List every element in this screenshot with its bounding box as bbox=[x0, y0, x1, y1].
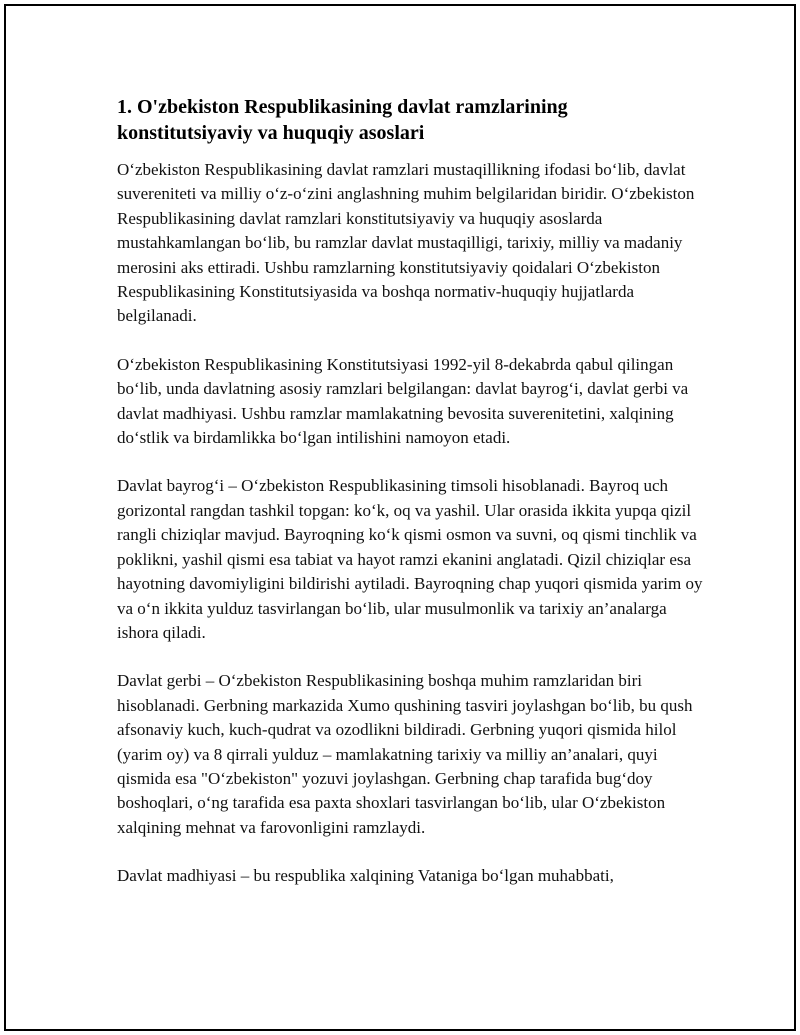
paragraph: O‘zbekiston Respublikasining davlat ramzlari mustaqillikning ifodasi bo‘lib, davlat suvereniteti va milliy o‘z-o‘zini anglashning muhim belgilaridan biridir. O‘zbekiston Respublikasining davlat ramzlari konstitutsiyaviy va huquqiy asoslarda mustahkamlangan bo‘lib, bu ramzlar davlat mustaqilligi, tarixiy, milliy va madaniy merosini aks ettiradi. Ushbu ramzlarning konstitutsiyaviy qoidalari O‘zbekiston Respublikasining Konstitutsiyasida va boshqa normativ-huquqiy hujjatlarda belgilanadi. bbox=[117, 160, 695, 326]
section-heading: 1. O'zbekiston Respublikasining davlat ramzlarining konstitutsiyaviy va huquqiy asoslari bbox=[117, 96, 568, 144]
paragraph: Davlat bayrog‘i – O‘zbekiston Respublikasining timsoli hisoblanadi. Bayroq uch gorizontal rangdan tashkil topgan: ko‘k, oq va yashil. Ular orasida ikkita yupqa qizil rangli chiziqlar mavjud. Bayroqning ko‘k qismi osmon va suvni, oq qismi tinchlik va poklikni, yashil qismi esa tabiat va hayot ramzi ekanini anglatadi. Qizil chiziqlar esa hayotning davomiyligini bildirishi aytiladi. Bayroqning chap yuqori qismida yarim oy va o‘n ikkita yulduz tasvirlangan bo‘lib, ular musulmonlik va tarixiy an’analarga ishora qiladi. bbox=[117, 476, 703, 642]
document-body bbox=[117, 94, 707, 913]
paragraph: O‘zbekiston Respublikasining Konstitutsiyasi 1992-yil 8-dekabrda qabul qilingan bo‘lib, unda davlatning asosiy ramzlari belgilangan: davlat bayrog‘i, davlat gerbi va davlat madhiyasi. Ushbu ramzlar mamlakatning bevosita suverenitetini, xalqining do‘stlik va birdamlikka bo‘lgan intilishini namoyon etadi. bbox=[117, 354, 689, 448]
paragraph: Davlat madhiyasi – bu respublika xalqining Vataniga bo‘lgan muhabbati, bbox=[117, 866, 614, 886]
paragraph: Davlat gerbi – O‘zbekiston Respublikasining boshqa muhim ramzlaridan biri hisoblanadi. Gerbning markazida Xumo qushining tasviri joylashgan bo‘lib, bu qush afsonaviy kuch, kuch-qudrat va ozodlikni bildiradi. Gerbning yuqori qismida hilol (yarim oy) va 8 qirrali yulduz – mamlakatning tarixiy va milliy an’analari, quyi qismida esa "O‘zbekiston" yozuvi joylashgan. Gerbning chap tarafida bug‘doy boshoqlari, o‘ng tarafida esa paxta shoxlari tasvirlangan bo‘lib, ular O‘zbekiston xalqining mehnat va farovonligini ramzlaydi. bbox=[117, 671, 693, 837]
